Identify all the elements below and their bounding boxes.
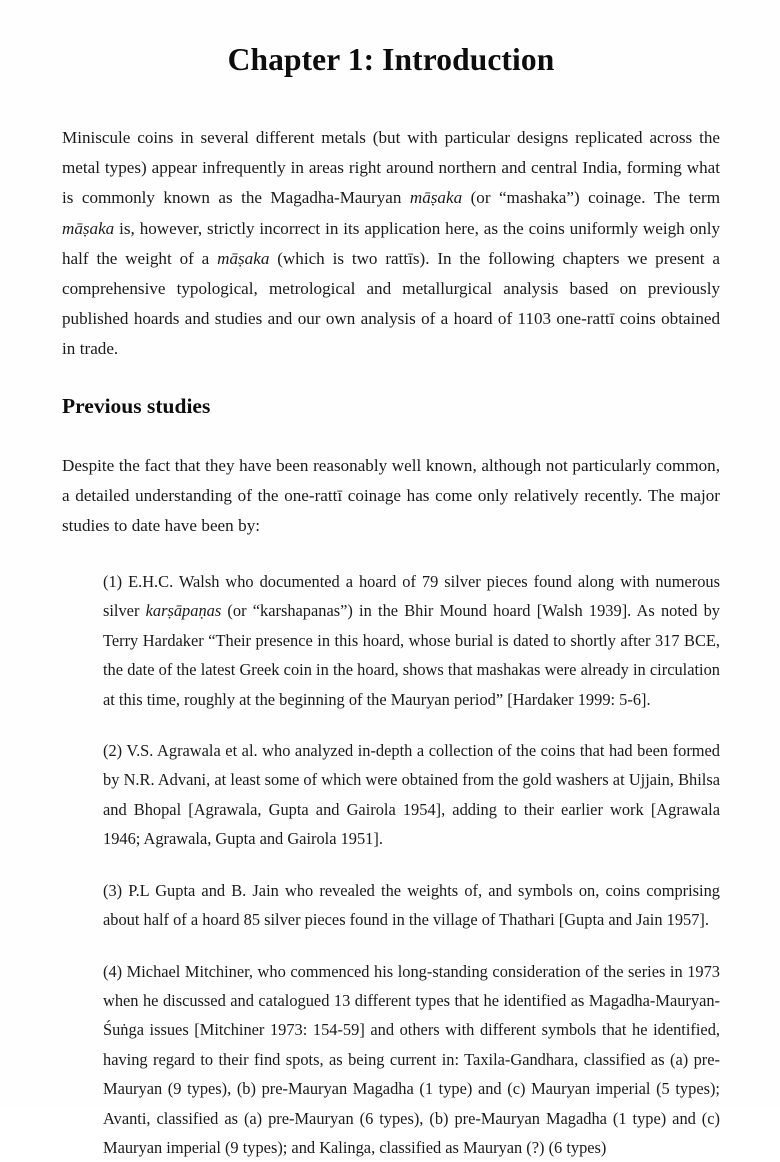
study-item-4: (4) Michael Mitchiner, who commenced his long-standing consideration of the series in 1973 when he discussed and catalogued 13 different types that he identified as Magadha-Mauryan-Śuṅga issues [Mitchiner 1973: 154-59] and others with different symbols that he identified, having regard to their find spots, as being current in: Taxila-Gandhara, classified as (a) pre-Mauryan (9 types), (b) pre-Mauryan Magadha (1 type) and (c) Mauryan imperial (5 types); Avanti, classified as (a) pre-Mauryan (6 types), (b) pre-Mauryan Magadha (1 type) and (c) Mauryan imperial (9 types); and Kalinga, classified as Mauryan (?) (6 types): [103, 961, 720, 1157]
studies-list: [62, 567, 720, 1162]
page-title: Chapter 1: Introduction: [227, 42, 555, 77]
study-item-2: (2) V.S. Agrawala et al. who analyzed in-depth a collection of the coins that had been formed by N.R. Advani, at least some of which were obtained from the gold washers at Ujjain, Bhilsa and Bhopal [Agrawala, Gupta and Gairola 1954], adding to their earlier work [Agrawala 1946; Agrawala, Gupta and Gairola 1951].: [103, 741, 720, 849]
study-item-1: (1) E.H.C. Walsh who documented a hoard of 79 silver pieces found along with numerous silver karṣāpaṇas (or “karshapanas”) in the Bhir Mound hoard [Walsh 1939]. As noted by Terry Hardaker “Their presence in this hoard, whose burial is dated to shortly after 317 BCE, the date of the latest Greek coin in the hoard, shows that mashakas were already in circulation at this time, roughly at the beginning of the Mauryan period” [Hardaker 1999: 5-6].: [103, 572, 720, 709]
study-item-3: (3) P.L Gupta and B. Jain who revealed the weights of, and symbols on, coins comprising about half of a hoard 85 silver pieces found in the village of Thathari [Gupta and Jain 1957].: [103, 880, 720, 930]
section-heading-previous-studies: Previous studies: [62, 393, 211, 418]
intro-paragraph: Miniscule coins in several different metals (but with particular designs replicated across the metal types) appear infrequently in areas right around northern and central India, forming what is commonly known as the Magadha-Mauryan māṣaka (or “mashaka”) coinage. The term māṣaka is, however, strictly incorrect in its application here, as the coins uniformly weigh only half the weight of a māṣaka (which is two rattīs). In the following chapters we present a comprehensive typological, metrological and metallurgical analysis based on previously published hoards and studies and our own analysis of a hoard of 1103 one-rattī coins obtained in trade.: [62, 128, 721, 358]
section-intro-paragraph: Despite the fact that they have been reasonably well known, although not particularly common, a detailed understanding of the one-rattī coinage has come only relatively recently. The major studies to date have been by:: [62, 455, 720, 535]
